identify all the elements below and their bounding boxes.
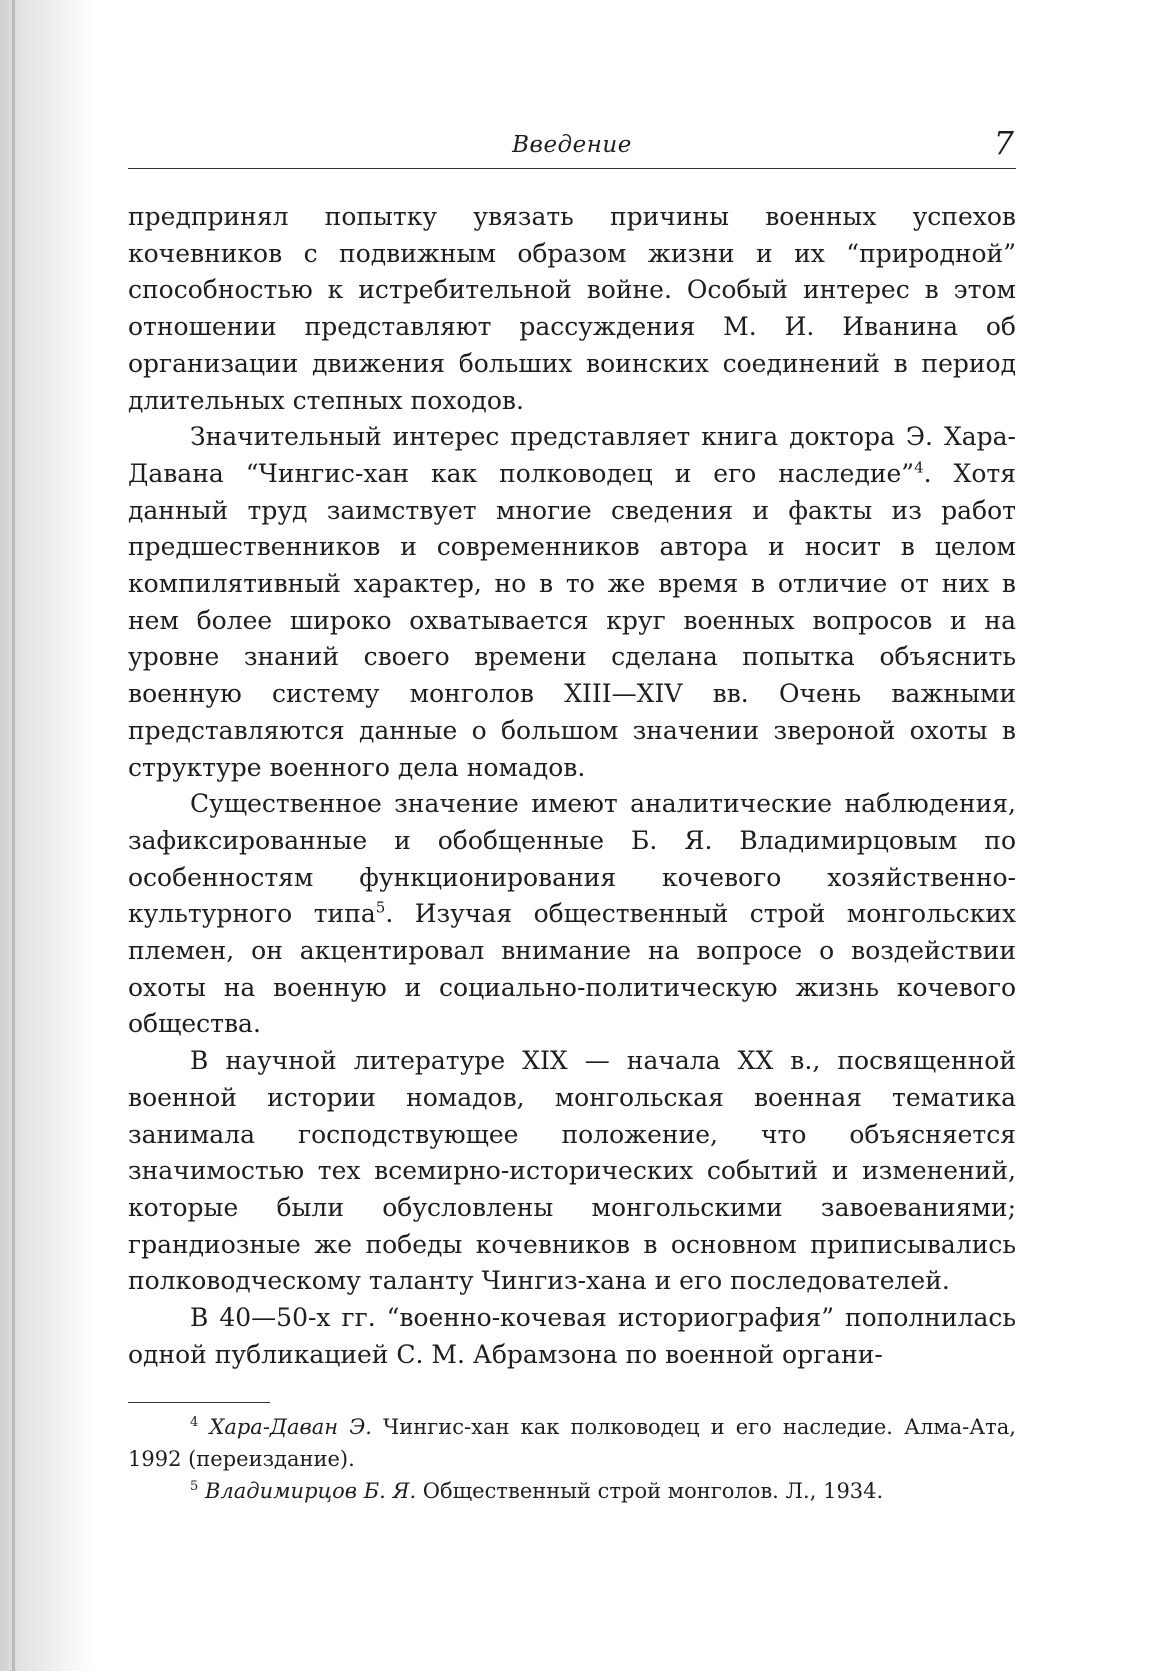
footnote-separator: [128, 1402, 270, 1403]
footnote-text: Общественный строй монголов. Л., 1934.: [416, 1478, 884, 1503]
footnote-ref-5: 5: [375, 899, 386, 918]
paragraph-5: В 40—50-х гг. “военно-кочевая историография” пополнилась одной публикацией С. М. Абрамзона по военной органи-: [128, 1303, 1016, 1369]
running-title: Введение: [512, 132, 632, 158]
paragraph-3: [128, 786, 1016, 1043]
footnote-author: Владимирцов Б. Я.: [204, 1478, 417, 1503]
footnote-number: 4: [190, 1414, 199, 1430]
paragraph-4: В научной литературе XIX — начала XX в., посвященной военной истории номадов, монгольская военная тематика занимала господствующее положение, что объясняется значимостью тех всемирно-исторических событий и изменений, которые были обусловлены монгольскими завоеваниями; грандиозные же победы кочевников в основном приписывались полководческому таланту Чингиз-хана и его последователей.: [128, 1046, 1016, 1296]
footnote-ref-4: 4: [914, 458, 924, 477]
body-text: [128, 199, 1016, 1374]
footnote-text: Чингис-хан как полководец и его наследие. Алма-Ата, 1992 (переиздание).: [128, 1414, 1016, 1471]
footnote-author: Хара-Даван Э.: [209, 1414, 372, 1439]
paragraph-2-text-before: Значительный интерес представляет книга доктора Э. Хара-Давана “Чингис-хан как полководец и его наследие”: [128, 422, 1016, 488]
paragraph-2: [128, 419, 1016, 786]
paragraph-3-text-before: Существенное значение имеют аналитические наблюдения, зафиксированные и обобщенные Б. Я. Владимирцовым по особенностям функционирования кочевого хозяйственно-культурного типа: [128, 789, 1016, 929]
paragraph-2-text-after: . Хотя данный труд заимствует многие сведения и факты из работ предшественников и современников автора и носит в целом компилятивный характер, но в то же время в отличие от них в нем более широко охватывается круг военных вопросов и на уровне знаний своего времени сделана попытка объяснить военную систему монголов XIII—XIV вв. Очень важными представляются данные о большом значении звероной охоты в структуре военного дела номадов.: [128, 458, 1016, 782]
paragraph-3-text-after: . Изучая общественный строй монгольских племен, он акцентировал внимание на вопросе о воздействии охоты на военную и социально-политическую жизнь кочевого общества.: [128, 899, 1016, 1039]
footnote-number: 5: [190, 1478, 199, 1494]
footnote-5: [128, 1475, 1016, 1507]
footnotes: [128, 1411, 1016, 1507]
book-page: [128, 124, 1016, 1507]
page-number: 7: [993, 124, 1014, 162]
footnote-4: [128, 1411, 1016, 1475]
paragraph-1: предпринял попытку увязать причины военных успехов кочевников с подвижным образом жизни и их “природной” способностью к истребительной войне. Особый интерес в этом отношении представляют рассуждения М. И. Иванина об организации движения больших воинских соединений в период длительных степных походов.: [128, 202, 1016, 415]
running-header: [128, 124, 1016, 169]
page-binding-edge: [12, 0, 15, 1671]
